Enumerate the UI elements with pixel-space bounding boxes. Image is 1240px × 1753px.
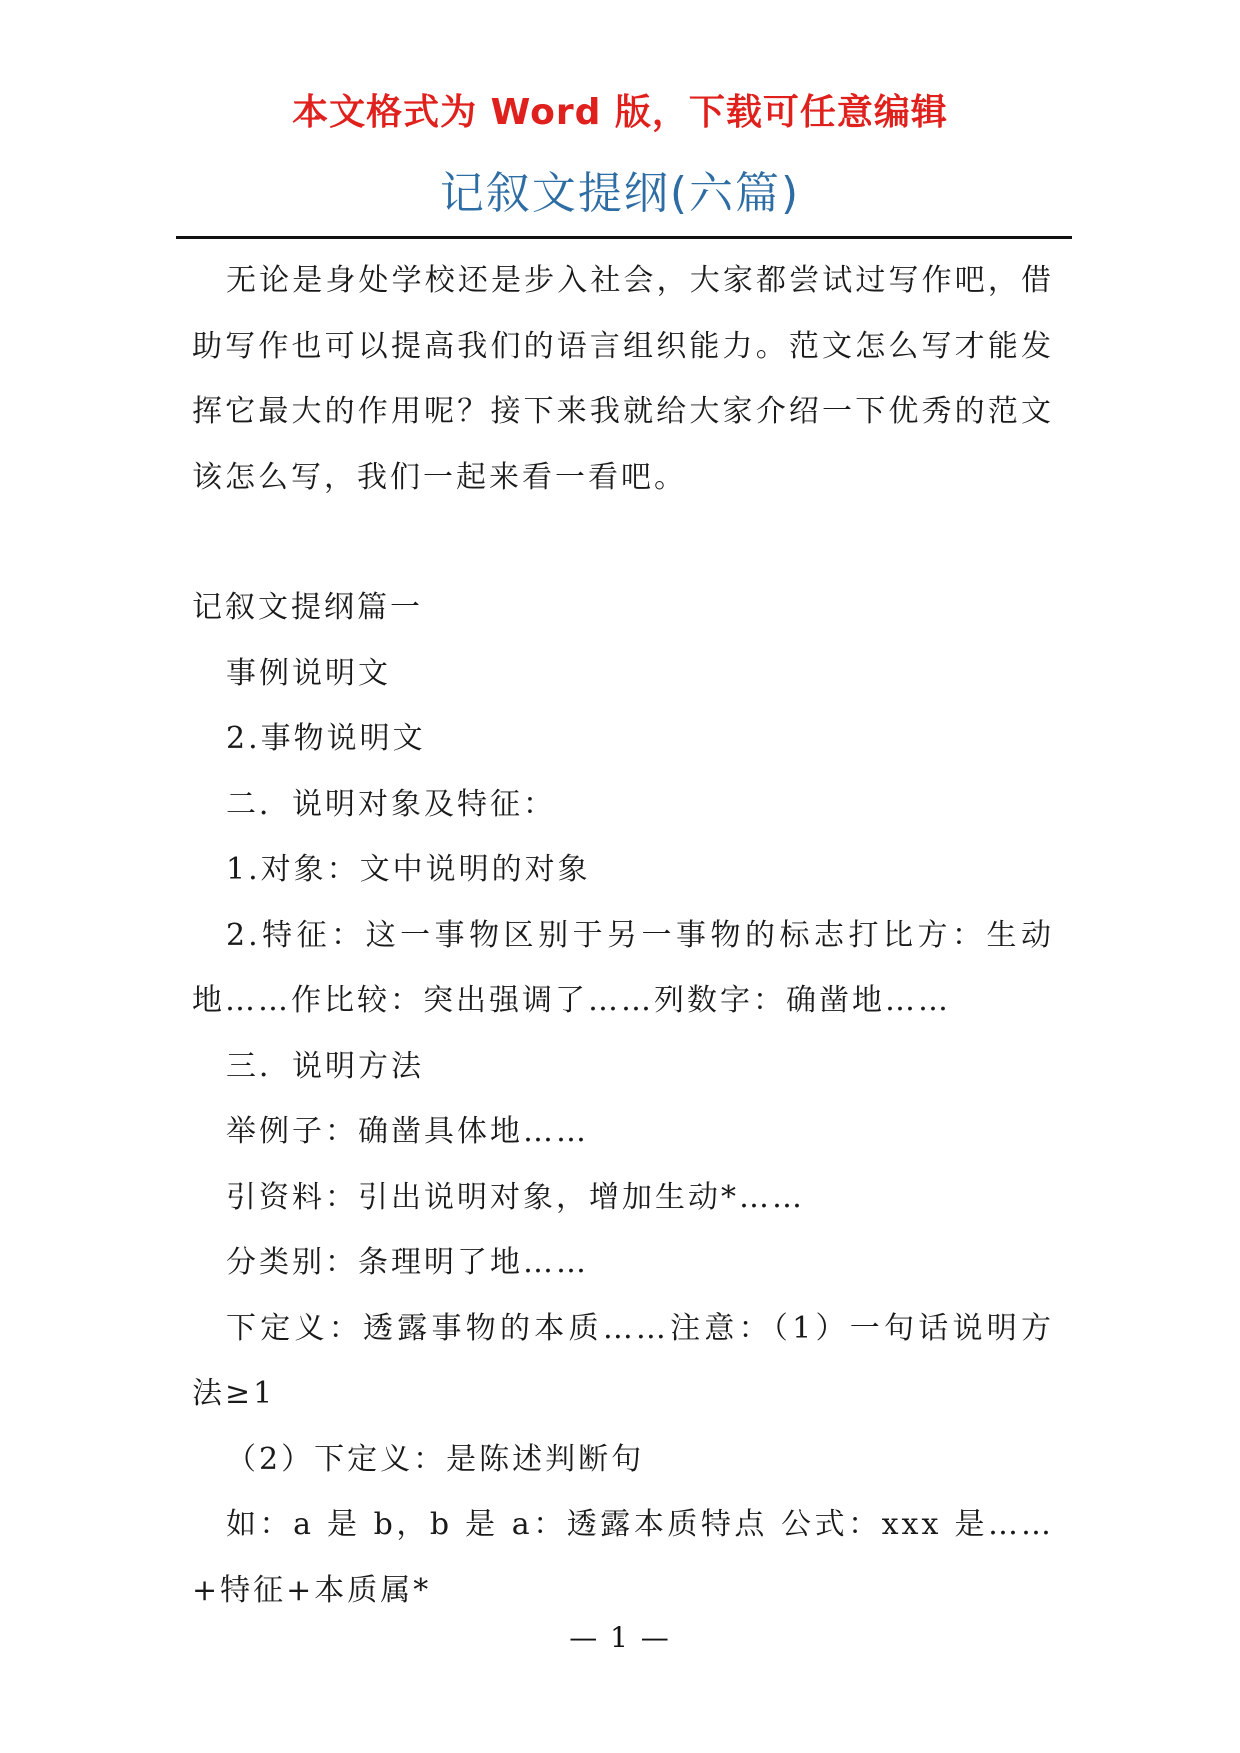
document-body xyxy=(192,248,1054,1623)
body-line: 1.对象：文中说明的对象 xyxy=(226,852,591,887)
body-line: 事例说明文 xyxy=(226,655,391,691)
body-line: 2.特征：这一事物区别于另一事物的标志打比方：生动地……作比较：突出强调了……列数字：确凿地…… xyxy=(192,917,1054,1018)
body-line: 下定义：透露事物的本质……注意：（1）一句话说明方法≥1 xyxy=(192,1310,1054,1411)
format-banner: 本文格式为 Word 版，下载可任意编辑 xyxy=(292,92,948,133)
body-line: 如：a 是 b，b 是 a：透露本质特点 公式：xxx 是……+特征+本质属* xyxy=(192,1507,1054,1608)
section-heading: 记叙文提纲篇一 xyxy=(192,590,423,625)
body-line: （2）下定义：是陈述判断句 xyxy=(226,1441,645,1477)
body-line: 二．说明对象及特征： xyxy=(226,786,556,822)
body-line: 分类别：条理明了地…… xyxy=(226,1245,589,1280)
body-line: 举例子：确凿具体地…… xyxy=(226,1114,589,1149)
intro-paragraph: 无论是身处学校还是步入社会，大家都尝试过写作吧，借助写作也可以提高我们的语言组织能力。范文怎么写才能发挥它最大的作用呢？接下来我就给大家介绍一下优秀的范文该怎么写，我们一起来看一看吧。 xyxy=(192,263,1054,495)
document-title: 记叙文提纲(六篇) xyxy=(439,168,801,219)
body-line: 三．说明方法 xyxy=(226,1048,424,1084)
body-line: 2.事物说明文 xyxy=(226,721,426,756)
title-divider xyxy=(176,236,1072,239)
body-line: 引资料：引出说明对象，增加生动*…… xyxy=(226,1179,805,1215)
page-number: — 1 — xyxy=(569,1621,671,1654)
